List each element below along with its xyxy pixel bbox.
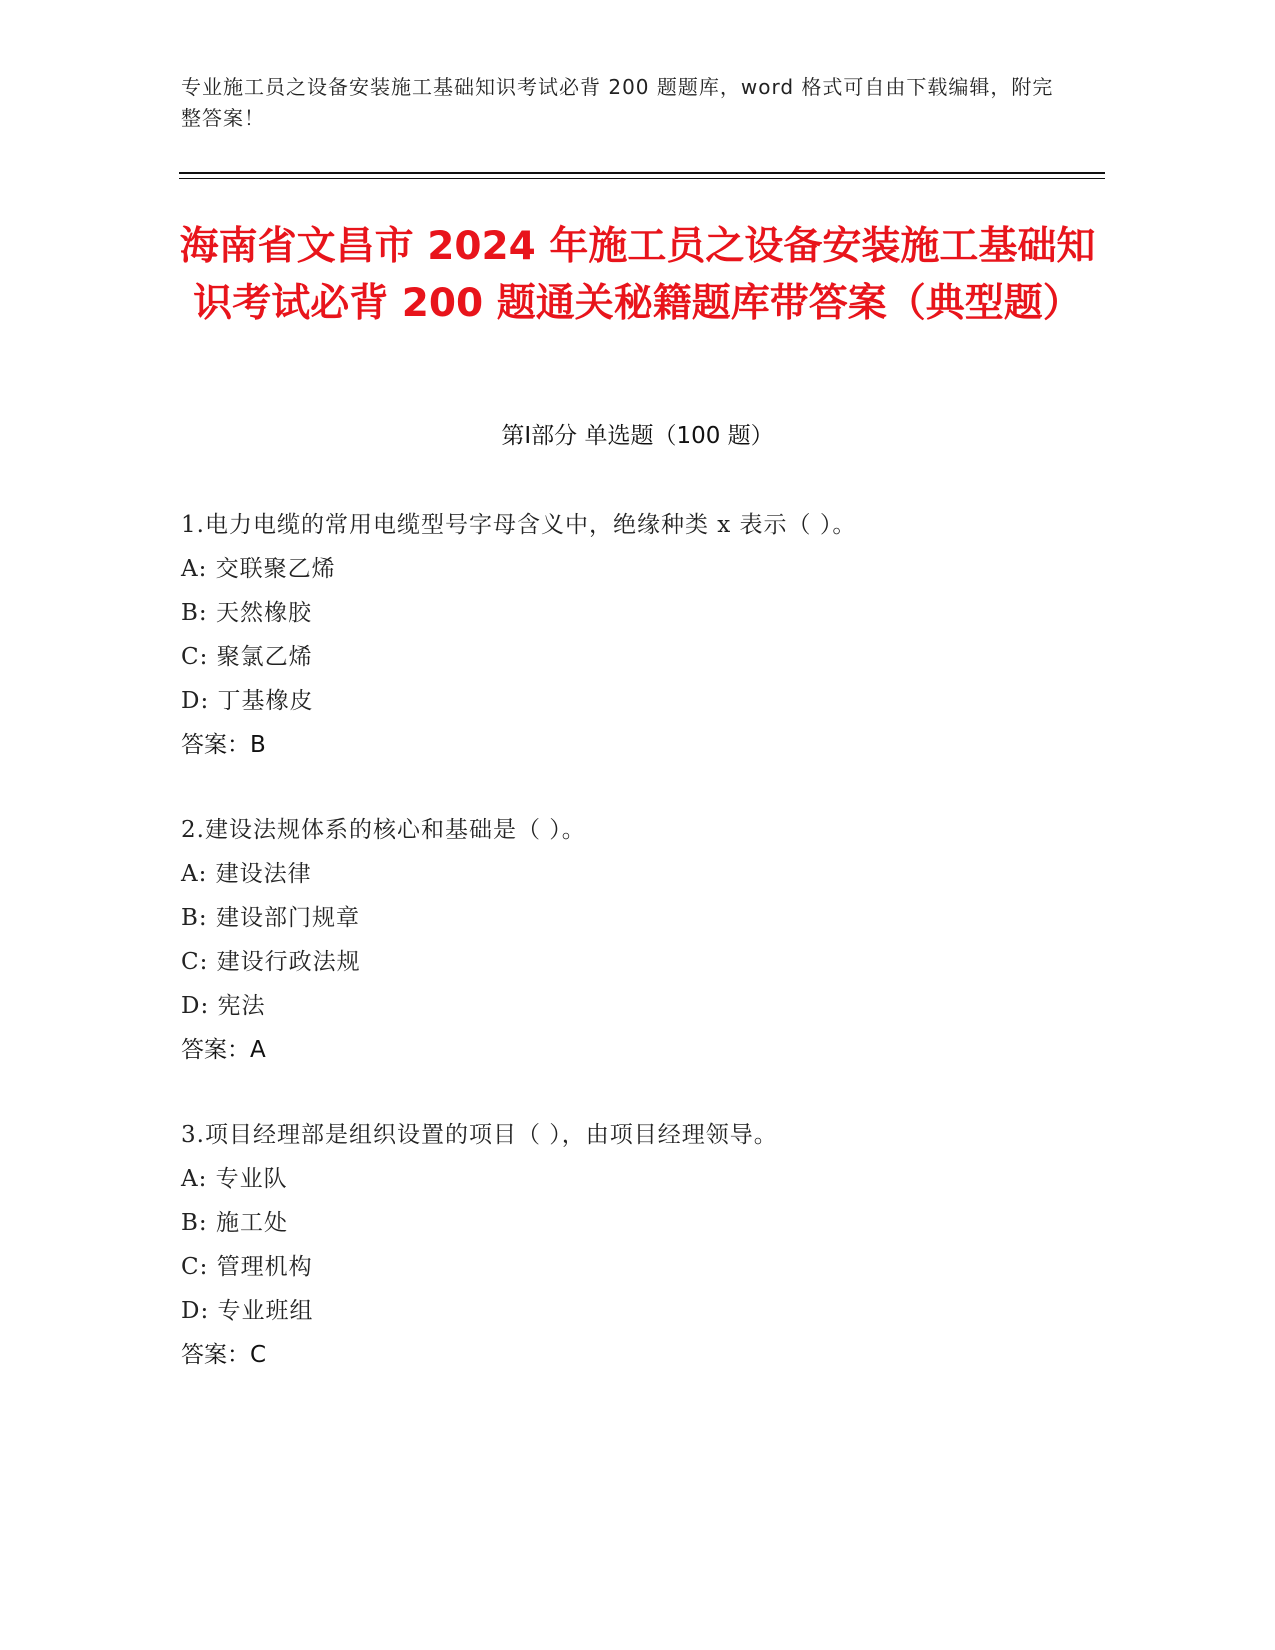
option-d: D: 专业班组 [181,1298,314,1324]
option-a: A: 建设法律 [181,861,312,887]
option-a: A: 交联聚乙烯 [181,556,336,582]
header-note: 专业施工员之设备安装施工基础知识考试必背 200 题题库，word 格式可自由下载编辑，附完整答案！ [181,75,1054,130]
option-c: C: 建设行政法规 [181,949,361,975]
option-c: C: 管理机构 [181,1254,313,1280]
answer: 答案：B [181,732,266,758]
question-stem: 1.电力电缆的常用电缆型号字母含义中，绝缘种类 x 表示（ ）。 [181,512,857,538]
option-d: D: 丁基橡皮 [181,688,314,714]
header-divider-thick [179,172,1105,174]
option-c: C: 聚氯乙烯 [181,644,313,670]
question-3 [181,1113,1081,1377]
option-d: D: 宪法 [181,993,266,1019]
question-stem: 2.建设法规体系的核心和基础是（ ）。 [181,817,586,843]
option-b: B: 施工处 [181,1210,288,1236]
option-b: B: 建设部门规章 [181,905,360,931]
header-divider-thin [179,178,1105,179]
question-2 [181,808,1081,1072]
document-title: 海南省文昌市 2024 年施工员之设备安装施工基础知识考试必背 200 题通关秘籍题库带答案（典型题） [179,224,1096,326]
answer: 答案：A [181,1037,266,1063]
option-b: B: 天然橡胶 [181,600,312,626]
option-a: A: 专业队 [181,1166,288,1192]
question-stem: 3.项目经理部是组织设置的项目（ ），由项目经理领导。 [181,1122,778,1148]
question-1 [181,503,1081,767]
section-title: 第Ⅰ部分 单选题（100 题） [501,423,774,449]
answer: 答案：C [181,1342,267,1368]
